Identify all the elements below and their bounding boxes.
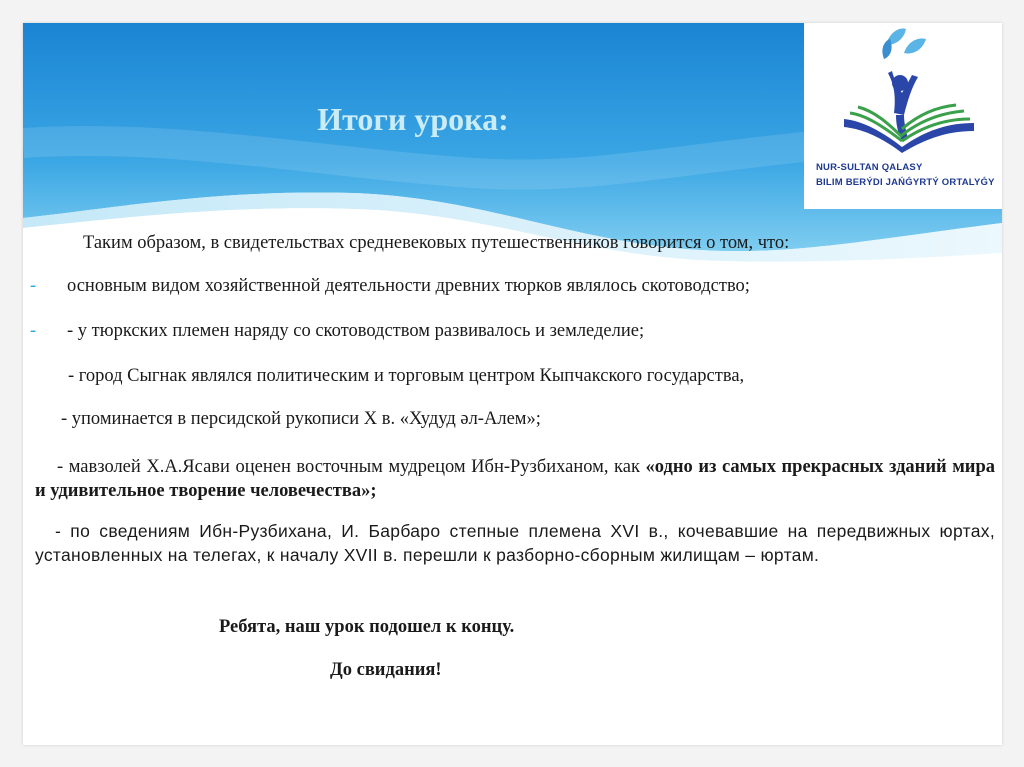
bullet-dash: -	[30, 276, 37, 296]
list-item: - город Сыгнак являлся политическим и торговым центром Кыпчакского государства,	[68, 366, 745, 386]
quote-text: «одно из самых прекрасных зданий мира и удивительное творение человечества»;	[35, 457, 996, 501]
slide	[23, 23, 1002, 745]
logo-text	[816, 160, 998, 190]
intro-text: Таким образом, в свидетельствах средневековых путешественников говорится о том, что:	[83, 233, 790, 253]
bullet-dash: -	[30, 321, 37, 341]
paragraph-mausoleum	[35, 455, 995, 503]
paragraph-dwellings	[35, 519, 995, 567]
list-item-text: основным видом хозяйственной деятельности древних тюрков являлось скотоводство;	[67, 276, 750, 296]
paragraph-text: - по сведениям Ибн-Рузбихана, И. Барбаро степные племена XVI в., кочевавшие на передвижных юртах, установленных на телегах, к началу XVII в. перешли к разборно-сборным жилищам – юртам.	[35, 521, 995, 565]
list-item-text: - у тюркских племен наряду со скотоводством развивалось и земледелие;	[67, 321, 645, 341]
paragraph-text: - мавзолей Х.А.Ясави оценен восточным мудрецом Ибн-Рузбиханом, как	[57, 457, 640, 477]
slide-title: Итоги урока:	[317, 101, 509, 137]
logo-line-2: BILIM BERÝDI JAŃǴYRTÝ ORTALYǴY	[816, 177, 995, 188]
farewell-text: До свидания!	[330, 660, 442, 680]
logo	[804, 23, 1002, 209]
list-item: - упоминается в персидской рукописи X в. «Худуд әл-Алем»;	[61, 409, 541, 429]
closing-text: Ребята, наш урок подошел к концу.	[219, 617, 515, 637]
logo-line-1: NUR-SULTAN QALASY	[816, 162, 923, 173]
logo-emblem-icon	[804, 23, 1002, 163]
